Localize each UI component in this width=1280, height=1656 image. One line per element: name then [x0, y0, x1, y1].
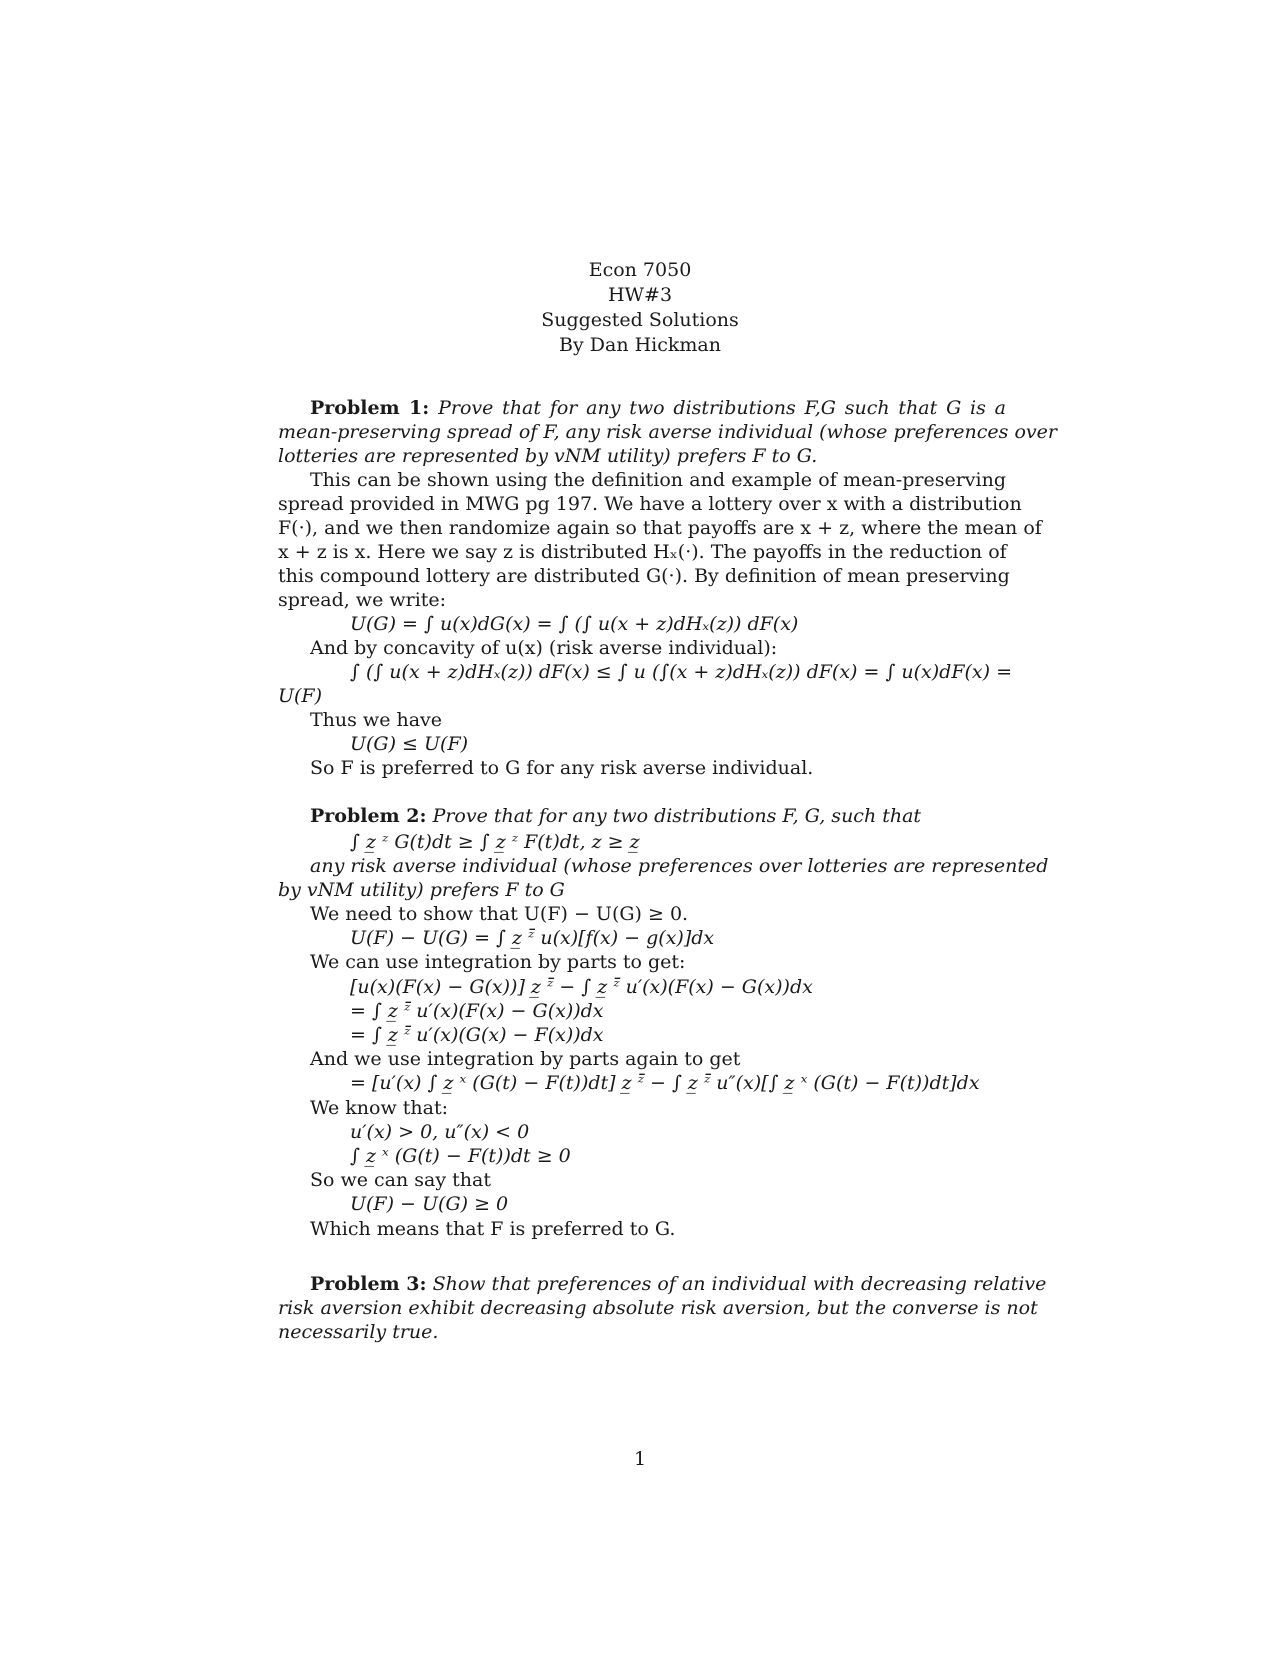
problem2-text-line: We know that:: [310, 1097, 448, 1119]
homework-number: HW#3: [607, 284, 673, 306]
problem2-text-line: Which means that F is preferred to G.: [310, 1218, 676, 1240]
document-subtitle: Suggested Solutions: [541, 309, 739, 331]
title-block: [0, 258, 1280, 358]
problem2-condition: ∫​ z̲ ᶻ G(t)dt ≥ ∫ z̲ ᶻ F(t)dt, z ≥ z̲: [350, 831, 640, 853]
problem1-body-line: this compound lottery are distributed G(·). By definition of mean preserving: [278, 565, 1010, 587]
problem2-heading: Problem 2:: [310, 805, 427, 827]
problem2-equation: [u(x)(F(x) − G(x))] z̲ ᶻ̄ − ∫ z̲ ᶻ̄ u′(x)(F(x) − G(x))dx: [350, 976, 813, 998]
problem1-statement-line: lotteries are represented by vNM utility) prefers F to G.: [278, 445, 818, 467]
problem1-body-line: F(·), and we then randomize again so that payoffs are x + z, where the mean of: [278, 517, 1042, 539]
problem2-equation: = ∫ z̲ ᶻ̄ u′(x)(F(x) − G(x))dx: [350, 1000, 604, 1022]
problem1-statement-line: Problem 1: Prove that for any two distributions F,G such that G is a: [310, 397, 1007, 419]
problem1-text-line: And by concavity of u(x) (risk averse individual):: [310, 637, 778, 659]
problem2-equation: = ∫ z̲ ᶻ̄ u′(x)(G(x) − F(x))dx: [350, 1024, 604, 1046]
problem2-text-line: We need to show that U(F) − U(G) ≥ 0.: [310, 903, 689, 925]
problem1-body-line: This can be shown using the definition and example of mean-preserving: [310, 469, 1006, 491]
problem3-statement-line: risk aversion exhibit decreasing absolute risk aversion, but the converse is not: [278, 1297, 1038, 1319]
problem1-body-line: x + z is x. Here we say z is distributed Hₓ(·). The payoffs in the reduction of: [278, 541, 1007, 563]
problem3-statement-line: necessarily true.: [278, 1321, 439, 1343]
problem1-text-line: Thus we have: [310, 709, 443, 731]
problem2-statement-line: Problem 2: Prove that for any two distributions F, G, such that: [310, 805, 922, 827]
problem1-body-line: spread, we write:: [278, 589, 447, 611]
problem1-equation: U(G) ≤ U(F): [350, 733, 469, 755]
problem2-statement-line: by vNM utility) prefers F to G: [278, 879, 565, 901]
problem2-text-line: So we can say that: [310, 1169, 491, 1191]
problem1-conclusion: So F is preferred to G for any risk averse individual.: [310, 757, 814, 779]
problem2-equation: U(F) − U(G) = ∫ z̲ ᶻ̄ u(x)[f(x) − g(x)]dx: [350, 927, 715, 949]
problem2-text-line: And we use integration by parts again to get: [310, 1048, 741, 1070]
problem2-equation: U(F) − U(G) ≥ 0: [350, 1193, 509, 1215]
author-line: By Dan Hickman: [559, 334, 721, 356]
problem2-equation: = [u′(x) ∫ z̲ ˣ (G(t) − F(t))dt] z̲ ᶻ̄ − ∫ z̲ ᶻ̄ u″(x)[∫ z̲ ˣ (G(t) − F(t))dt]dx: [350, 1072, 980, 1094]
problem1-equation: U(G) = ∫ u(x)dG(x) = ∫ (∫ u(x + z)dHₓ(z)) dF(x): [350, 613, 799, 635]
course-title: Econ 7050: [588, 259, 692, 281]
problem1-body-line: spread provided in MWG pg 197. We have a lottery over x with a distribution: [278, 493, 1022, 515]
problem1-equation: ∫ (∫ u(x + z)dHₓ(z)) dF(x) ≤ ∫ u (∫(x + z)dHₓ(z)) dF(x) = ∫ u(x)dF(x) =: [350, 661, 1013, 683]
page-number: 1: [633, 1448, 647, 1470]
problem3-heading: Problem 3:: [310, 1273, 427, 1295]
problem1-equation-continued: U(F): [278, 685, 323, 707]
problem2-statement-line: any risk averse individual (whose preferences over lotteries are represented: [310, 855, 1049, 877]
problem1-heading: Problem 1:: [310, 397, 430, 419]
problem2-equation: ∫ z̲ ˣ (G(t) − F(t))dt ≥ 0: [350, 1145, 571, 1167]
problem3-statement-line: Problem 3: Show that preferences of an individual with decreasing relative: [310, 1273, 1047, 1295]
problem1-statement-line: mean-preserving spread of F, any risk averse individual (whose preferences over: [278, 421, 1057, 443]
problem2-equation: u′(x) > 0, u″(x) < 0: [350, 1121, 530, 1143]
problem2-text-line: We can use integration by parts to get:: [310, 951, 686, 973]
